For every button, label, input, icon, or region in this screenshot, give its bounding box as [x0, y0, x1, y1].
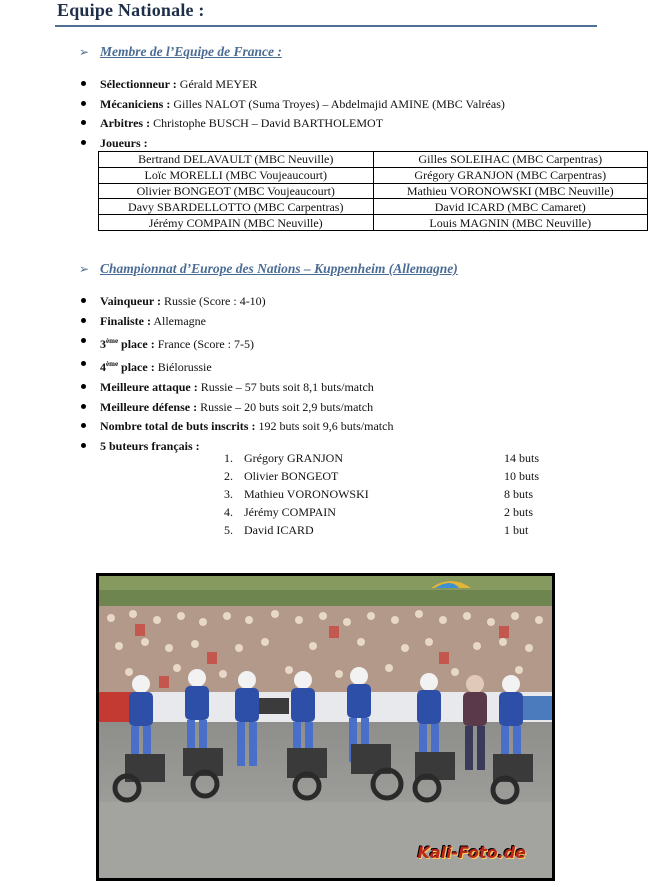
- list-item: [80, 355, 393, 378]
- team-members-list: [80, 75, 505, 153]
- table-cell: Jérémy COMPAIN (MBC Neuville): [99, 215, 374, 231]
- item-label: place :: [118, 336, 155, 351]
- item-label: Finaliste :: [100, 313, 151, 328]
- scorer-rank: 1.: [224, 451, 233, 465]
- team-photo-illustration: [99, 576, 552, 878]
- arrow-bullet-icon: ➢: [79, 45, 90, 59]
- item-text: Allemagne: [151, 313, 206, 328]
- section-heading-equipe-france: [79, 44, 282, 60]
- scorer-row: [224, 503, 564, 521]
- item-text: Biélorussie: [154, 359, 212, 374]
- table-row: [99, 167, 648, 183]
- item-rank-suffix: ème: [106, 336, 119, 345]
- scorer-rank: 4.: [224, 505, 233, 519]
- table-cell: Loïc MORELLI (MBC Voujeaucourt): [99, 167, 374, 183]
- scorer-goals: 1 but: [504, 523, 529, 537]
- item-text: Russie – 57 buts soit 8,1 buts/match: [197, 379, 374, 394]
- list-item: [80, 75, 505, 95]
- item-label: Arbitres :: [100, 116, 151, 130]
- team-photo: [96, 573, 555, 881]
- item-text: France (Score : 7-5): [154, 336, 254, 351]
- page-title: Equipe Nationale :: [57, 0, 205, 20]
- item-text: Russie – 20 buts soit 2,9 buts/match: [197, 399, 374, 414]
- item-text: Gérald MEYER: [176, 77, 258, 91]
- scorer-rank: 5.: [224, 523, 233, 537]
- scorer-row: [224, 485, 564, 503]
- item-rank: 4: [100, 359, 106, 374]
- item-label: 5 buteurs français :: [100, 439, 200, 454]
- section-heading-text: Championnat d’Europe des Nations – Kuppenheim (Allemagne): [100, 261, 458, 276]
- list-item: [80, 417, 393, 437]
- item-rank: 3: [100, 336, 106, 351]
- item-label: Mécaniciens :: [100, 96, 171, 111]
- item-label: Vainqueur :: [100, 294, 162, 308]
- item-label: Meilleure défense :: [100, 399, 198, 414]
- item-text: 192 buts soit 9,6 buts/match: [255, 419, 394, 434]
- section-heading-championnat: [79, 261, 458, 277]
- table-cell: Davy SBARDELLOTTO (MBC Carpentras): [99, 199, 374, 215]
- scorer-name: David ICARD: [244, 523, 314, 537]
- item-text: Russie (Score : 4-10): [161, 294, 266, 308]
- table-cell: David ICARD (MBC Camaret): [373, 199, 648, 215]
- section-heading-text: Membre de l’Equipe de France :: [100, 44, 282, 59]
- scorer-goals: 10 buts: [504, 469, 540, 483]
- players-table: [98, 151, 648, 231]
- list-item: [80, 332, 393, 355]
- french-scorers-list: [224, 449, 564, 539]
- scorer-rank: 3.: [224, 487, 233, 501]
- list-item: [80, 398, 393, 418]
- list-item: [80, 378, 393, 398]
- list-item: [80, 95, 505, 115]
- list-item: [80, 292, 393, 312]
- scorer-row: [224, 449, 564, 467]
- table-cell: Gilles SOLEIHAC (MBC Carpentras): [373, 152, 648, 168]
- table-row: [99, 183, 648, 199]
- item-label: Nombre total de buts inscrits :: [100, 419, 256, 434]
- scorer-goals: 2 buts: [504, 505, 534, 519]
- item-label: Joueurs :: [100, 135, 148, 150]
- item-rank-suffix: ème: [106, 359, 119, 368]
- list-item: [80, 312, 393, 332]
- table-cell: Olivier BONGEOT (MBC Voujeaucourt): [99, 183, 374, 199]
- championship-results-list: [80, 292, 393, 457]
- table-cell: Mathieu VORONOWSKI (MBC Neuville): [373, 183, 648, 199]
- scorer-goals: 14 buts: [504, 451, 540, 465]
- table-row: [99, 215, 648, 231]
- title-underline: [55, 25, 597, 27]
- scorer-row: [224, 521, 564, 539]
- item-label: Sélectionneur :: [100, 77, 177, 91]
- table-cell: Bertrand DELAVAULT (MBC Neuville): [99, 152, 374, 168]
- scorer-row: [224, 467, 564, 485]
- table-row: [99, 152, 648, 168]
- scorer-name: Jérémy COMPAIN: [244, 505, 336, 519]
- scorer-rank: 2.: [224, 469, 233, 483]
- list-item: [80, 114, 505, 134]
- item-label: Meilleure attaque :: [100, 379, 198, 394]
- item-text: Gilles NALOT (Suma Troyes) – Abdelmajid AMINE (MBC Valréas): [170, 96, 505, 111]
- table-cell: Louis MAGNIN (MBC Neuville): [373, 215, 648, 231]
- scorer-name: Mathieu VORONOWSKI: [244, 487, 369, 501]
- photo-watermark: Kali-Foto.de: [417, 843, 526, 862]
- arrow-bullet-icon: ➢: [79, 262, 90, 276]
- scorer-goals: 8 buts: [504, 487, 534, 501]
- scorer-name: Grégory GRANJON: [244, 451, 343, 465]
- table-row: [99, 199, 648, 215]
- item-text: Christophe BUSCH – David BARTHOLEMOT: [150, 116, 384, 130]
- scorer-name: Olivier BONGEOT: [244, 469, 339, 483]
- item-label: place :: [118, 359, 155, 374]
- table-cell: Grégory GRANJON (MBC Carpentras): [373, 167, 648, 183]
